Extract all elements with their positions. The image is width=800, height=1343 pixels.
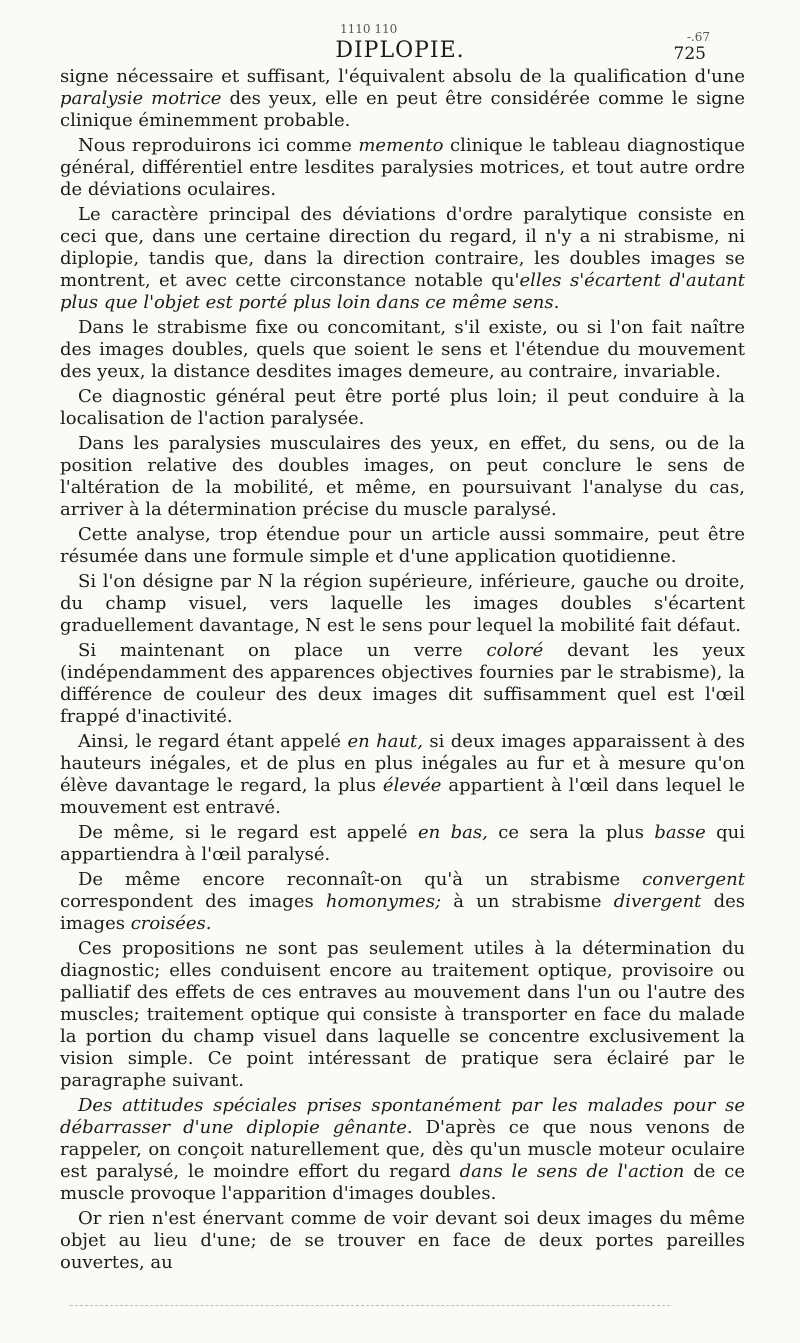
text-run: Si maintenant on place un verre [78,640,487,661]
italic-run: en bas, [417,822,488,843]
italic-run: elles s'écartent d'autant plus que l'objet est porté plus loin dans ce même sens. [60,270,745,313]
header-corner-mark: -.67 [686,30,710,44]
text-run: Si l'on désigne par N la région supérieure, inférieure, gauche ou droite, du champ visuel, vers laquelle les images doubles s'écartent graduellement davantage, N est le sens pour lequel la mobilité fait défaut. [60,571,745,636]
body-text [60,66,745,1274]
text-run: si deux images apparaissent à des hauteurs inégales, et de plus en plus inégales au fur et à mesure qu'on élève davantage le regard, la plus [60,731,745,796]
text-run: Cette analyse, trop étendue pour un article aussi sommaire, peut être résumée dans une formule simple et d'une application quotidienne. [60,524,745,567]
italic-run: convergent [642,869,745,890]
paragraph [60,524,745,568]
text-run: ce sera la plus [487,822,655,843]
italic-run: paralysie motrice [60,88,222,109]
text-run: De même encore reconnaît-on qu'à un strabisme [78,869,643,890]
text-run: Dans les paralysies musculaires des yeux, en effet, du sens, ou de la position relative des doubles images, on peut conclure le sens de l'altération de la mobilité, et même, en poursuivant l'analyse du cas, arriver à la détermination précise du muscle paralysé. [60,433,745,520]
italic-run: croisées. [130,913,212,934]
paragraph [60,571,745,637]
text-run: appartient à l'œil dans lequel le mouvement est entravé. [60,775,746,818]
text-run: Ainsi, le regard étant appelé [78,731,348,752]
text-run: qui appartiendra à l'œil paralysé. [60,822,746,865]
page-number: 725 [673,44,706,64]
text-run: à un strabisme [441,891,614,912]
page-title: DIPLOPIE. [335,38,465,63]
paragraph [60,1095,745,1205]
running-header [0,22,800,66]
italic-run: basse [654,822,706,843]
text-run: Or rien n'est énervant comme de voir devant soi deux images du même objet au lieu d'une; de se trouver en face de deux portes pareilles ouvertes, au [60,1208,745,1273]
italic-run: en haut, [347,731,423,752]
paragraph [60,640,745,728]
paragraph [60,1208,745,1274]
text-run: des yeux, elle en peut être considérée comme le signe clinique éminemment probable. [60,88,745,131]
italic-run: dans le sens de l'action [459,1161,685,1182]
paragraph [60,317,745,383]
footer-rule [70,1305,670,1306]
text-run: de ce muscle provoque l'apparition d'images doubles. [60,1161,745,1204]
text-run: Ce diagnostic général peut être porté plus loin; il peut conduire à la localisation de l'action paralysée. [60,386,745,429]
italic-run: coloré [486,640,544,661]
text-run: devant les yeux (indépendamment des apparences objectives fournies par le strabisme), la différence de couleur des deux images dit suffisamment quel est l'œil frappé d'inactivité. [60,640,745,727]
text-run: Ces propositions ne sont pas seulement utiles à la détermination du diagnostic; elles conduisent encore au traitement optique, provisoire ou palliatif des effets de ces entraves au mouvement dans l'un ou l'autre des muscles; traitement optique qui consiste à transporter en face du malade la portion du champ visuel dans laquelle se concentre exclusivement la vision simple. Ce point intéressant de pratique sera éclairé par le paragraphe suivant. [60,938,745,1091]
italic-run: divergent [613,891,702,912]
text-run: des images [60,891,745,934]
paragraph [60,204,745,314]
text-run: Le caractère principal des déviations d'ordre paralytique consiste en ceci que, dans une certaine direction du regard, il n'y a ni strabisme, ni diplopie, tandis que, dans la direction contraire, les doubles images se montrent, et avec cette circonstance notable qu' [60,204,745,291]
text-run: Nous reproduirons ici comme [78,135,359,156]
paragraph [60,869,745,935]
paragraph [60,66,745,132]
text-run: D'après ce que nous venons de rappeler, on conçoit naturellement que, dès qu'un muscle moteur oculaire est paralysé, le moindre effort du regard [60,1117,745,1182]
italic-run: élevée [382,775,442,796]
paragraph [60,386,745,430]
header-top-mark: 1110 110 [340,22,398,36]
text-run: correspondent des images [60,891,326,912]
text-run: Dans le strabisme fixe ou concomitant, s'il existe, ou si l'on fait naître des images doubles, quels que soient le sens et l'étendue du mouvement des yeux, la distance desdites images demeure, au contraire, invariable. [60,317,745,382]
paragraph [60,433,745,521]
italic-run: Des attitudes spéciales prises spontanément par les malades pour se débarrasser d'une diplopie gênante. [60,1095,745,1138]
text-run: De même, si le regard est appelé [78,822,418,843]
text-run: signe nécessaire et suffisant, l'équivalent absolu de la qualification d'une [60,66,745,87]
italic-run: homonymes; [325,891,442,912]
paragraph [60,135,745,201]
paragraph [60,731,745,819]
italic-run: memento [358,135,444,156]
text-run: clinique le tableau diagnostique général, différentiel entre lesdites paralysies motrices, et tout autre ordre de déviations oculaires. [60,135,745,200]
paragraph [60,822,745,866]
paragraph [60,938,745,1092]
